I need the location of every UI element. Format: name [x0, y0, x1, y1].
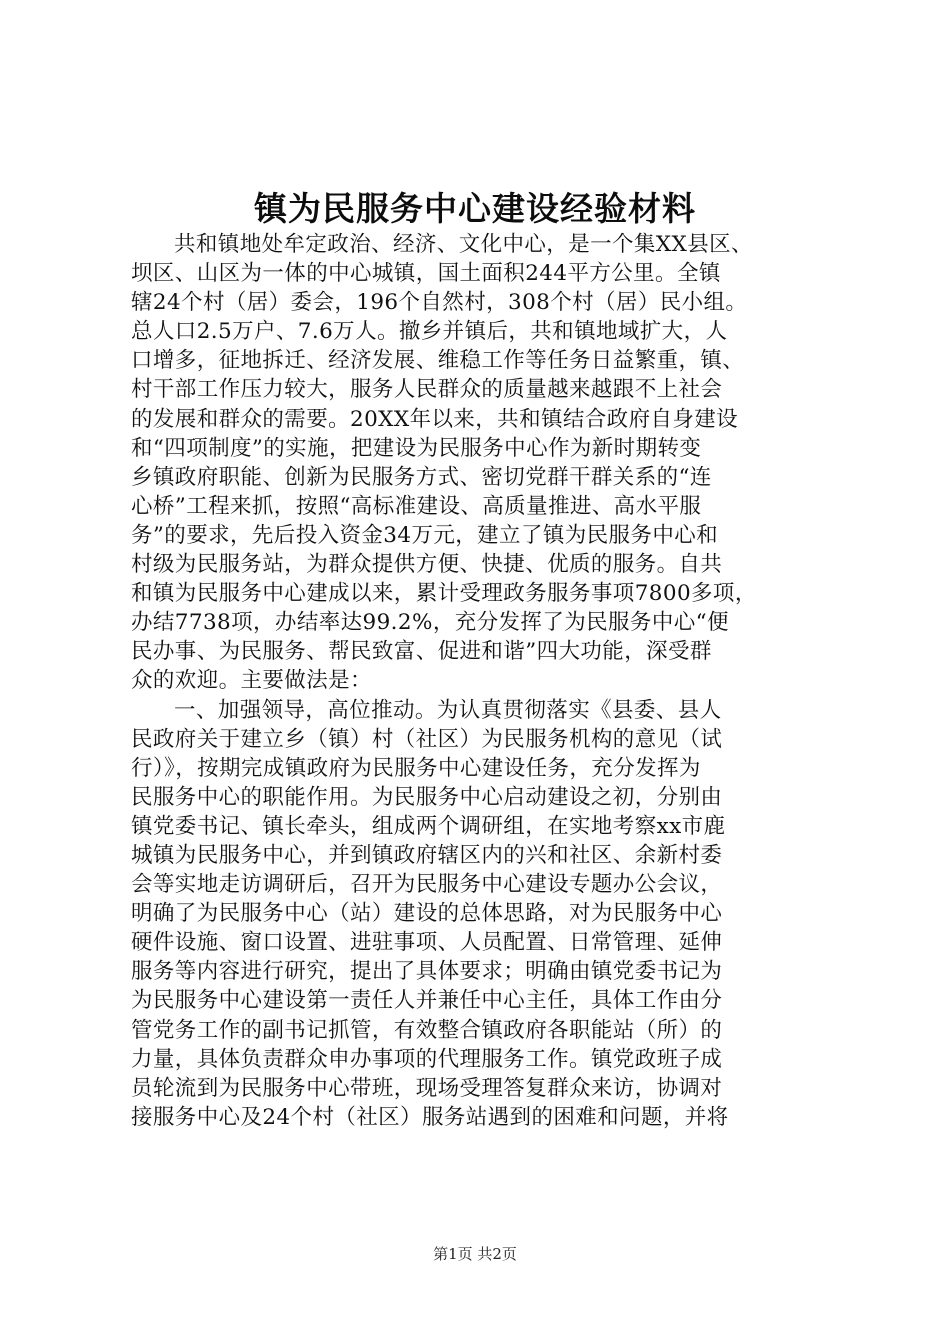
page-number-footer: 第1页 共2页 — [433, 1245, 517, 1263]
paragraph-line: 众的欢迎。主要做法是： — [131, 668, 372, 694]
paragraph-line: 一、加强领导，高位推动。为认真贯彻落实《县委、县人 — [174, 697, 722, 723]
paragraph-line: 会等实地走访调研后，召开为民服务中心建设专题办公会议， — [131, 872, 723, 898]
paragraph-line: 力量，具体负责群众申办事项的代理服务工作。镇党政班子成 — [131, 1046, 723, 1072]
paragraph-line: 明确了为民服务中心（站）建设的总体思路，对为民服务中心 — [131, 901, 723, 927]
paragraph-line: 办结7738项，办结率达99.2%，充分发挥了为民服务中心“便 — [131, 610, 729, 636]
paragraph-line: 和“四项制度”的实施，把建设为民服务中心作为新时期转变 — [131, 435, 702, 461]
paragraph-line: 和镇为民服务中心建成以来，累计受理政务服务事项7800多项， — [131, 581, 757, 607]
paragraph-line: 村级为民服务站，为群众提供方便、快捷、优质的服务。自共 — [131, 552, 723, 578]
paragraph-line: 坝区、山区为一体的中心城镇，国土面积244平方公里。全镇 — [131, 261, 721, 287]
paragraph-line: 口增多，征地拆迁、经济发展、维稳工作等任务日益繁重，镇、 — [131, 348, 745, 374]
paragraph-line: 村干部工作压力较大，服务人民群众的质量越来越跟不上社会 — [131, 377, 723, 403]
paragraph-line: 务”的要求，先后投入资金34万元，建立了镇为民服务中心和 — [131, 522, 719, 548]
paragraph-line: 行）》，按期完成镇政府为民服务中心建设任务，充分发挥为 — [131, 755, 701, 781]
paragraph-line: 硬件设施、窗口设置、进驻事项、人员配置、日常管理、延伸 — [131, 930, 723, 956]
paragraph-line: 民办事、为民服务、帮民致富、促进和谐”四大功能，深受群 — [131, 639, 712, 665]
paragraph-line: 服务等内容进行研究，提出了具体要求；明确由镇党委书记为 — [131, 959, 723, 985]
paragraph-line: 镇党委书记、镇长牵头，组成两个调研组，在实地考察xx市鹿 — [131, 813, 726, 839]
paragraph-line: 的发展和群众的需要。20XX年以来，共和镇结合政府自身建设 — [131, 406, 739, 432]
document-body — [131, 230, 821, 1132]
paragraph-line: 辖24个村（居）委会，196个自然村，308个村（居）民小组。 — [131, 290, 748, 316]
paragraph-line: 管党务工作的副书记抓管，有效整合镇政府各职能站（所）的 — [131, 1017, 723, 1043]
paragraph-line: 接服务中心及24个村（社区）服务站遇到的困难和问题，并将 — [131, 1104, 729, 1130]
paragraph-line: 心桥”工程来抓，按照“高标准建设、高质量推进、高水平服 — [131, 493, 702, 519]
paragraph-line: 员轮流到为民服务中心带班，现场受理答复群众来访，协调对 — [131, 1075, 723, 1101]
document-title: 镇为民服务中心建设经验材料 — [254, 189, 696, 228]
paragraph-line: 总人口2.5万户、7.6万人。撤乡并镇后，共和镇地域扩大，人 — [131, 319, 728, 345]
paragraph-line: 共和镇地处牟定政治、经济、文化中心，是一个集XX县区、 — [174, 232, 753, 257]
paragraph-line: 为民服务中心建设第一责任人并兼任中心主任，具体工作由分 — [131, 988, 723, 1014]
paragraph-line: 民服务中心的职能作用。为民服务中心启动建设之初，分别由 — [131, 784, 723, 810]
paragraph-line: 乡镇政府职能、创新为民服务方式、密切党群干群关系的“连 — [131, 464, 712, 490]
paragraph-line: 城镇为民服务中心，并到镇政府辖区内的兴和社区、余新村委 — [131, 842, 723, 868]
paragraph-line: 民政府关于建立乡（镇）村（社区）为民服务机构的意见（试 — [131, 726, 723, 752]
